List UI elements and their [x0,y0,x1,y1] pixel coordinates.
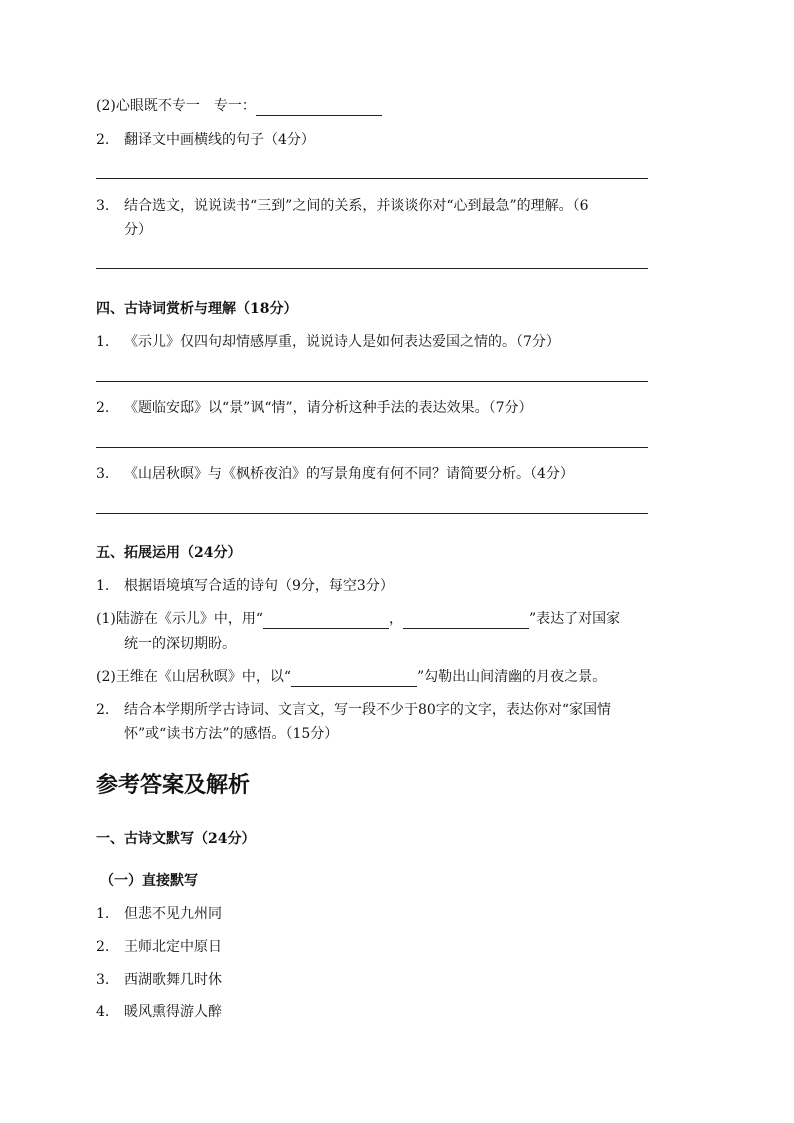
answer-number: 3. [96,972,110,988]
answer-text: 暖风熏得游人醉 [124,1004,222,1020]
answer-blank[interactable] [291,671,417,687]
answer-number: 4. [96,1004,110,1020]
question-text-line2: 怀”或“读书方法”的感悟。（15分） [124,726,339,742]
fill-in-text: ， [389,611,403,627]
answer-number: 2. [96,939,110,955]
answer-section-heading: 一、古诗文默写（24分） [96,831,256,847]
section-heading: 五、拓展运用（24分） [96,545,242,561]
question-text-line1: 结合选文，说说读书“三到”之间的关系，并谈谈你对“心到最急”的理解。（6 [124,198,589,214]
question-number: 2. [96,702,110,718]
answer-line[interactable] [96,447,648,448]
answer-number: 1. [96,906,110,922]
question-number: 2. [96,400,110,416]
question-number: 3. [96,466,110,482]
sub-question-2-text: (2)心眼既不专一 专一： [96,98,256,114]
fill-in-text: (1)陆游在《示儿》中，用“ [96,611,263,627]
fill-in-item-2 [96,667,606,687]
question-text: 《题临安邸》以“景”讽“情”，请分析这种手法的表达效果。（7分） [124,400,533,416]
question-text-line2: 分） [124,222,152,238]
question-text: 《山居秋暝》与《枫桥夜泊》的写景角度有何不同？请简要分析。（4分） [124,466,574,482]
sub-question-2 [96,96,382,116]
section-heading: 四、古诗词赏析与理解（18分） [96,301,298,317]
question-text: 《示儿》仅四句却情感厚重，说说诗人是如何表达爱国之情的。（7分） [124,334,560,350]
fill-in-text-line2: 统一的深切期盼。 [124,636,236,652]
answer-subheading: （一）直接默写 [100,873,198,889]
question-number: 3. [96,198,110,214]
answer-line[interactable] [96,513,648,514]
question-number: 1. [96,578,110,594]
fill-in-text: ”勾勒出山间清幽的月夜之景。 [417,669,607,685]
question-text: 翻译文中画横线的句子（4分） [124,132,315,148]
fill-in-text: (2)王维在《山居秋暝》中，以“ [96,669,291,685]
answer-text: 西湖歌舞几时休 [124,972,222,988]
question-text-line1: 结合本学期所学古诗词、文言文，写一段不少于80字的文字，表达你对“家国情 [124,702,611,718]
question-number: 2. [96,132,110,148]
answer-text: 王师北定中原日 [124,939,222,955]
answer-text: 但悲不见九州同 [124,906,222,922]
fill-in-text: ”表达了对国家 [529,611,621,627]
answer-blank[interactable] [403,613,529,629]
answer-line[interactable] [96,381,648,382]
fill-in-item-1 [96,609,620,629]
question-number: 1. [96,334,110,350]
question-text: 根据语境填写合适的诗句（9分，每空3分） [124,578,394,594]
answer-blank[interactable] [263,613,389,629]
answer-line[interactable] [96,178,648,179]
answer-key-title: 参考答案及解析 [96,772,251,798]
answer-blank[interactable] [256,100,382,116]
answer-line[interactable] [96,268,648,269]
